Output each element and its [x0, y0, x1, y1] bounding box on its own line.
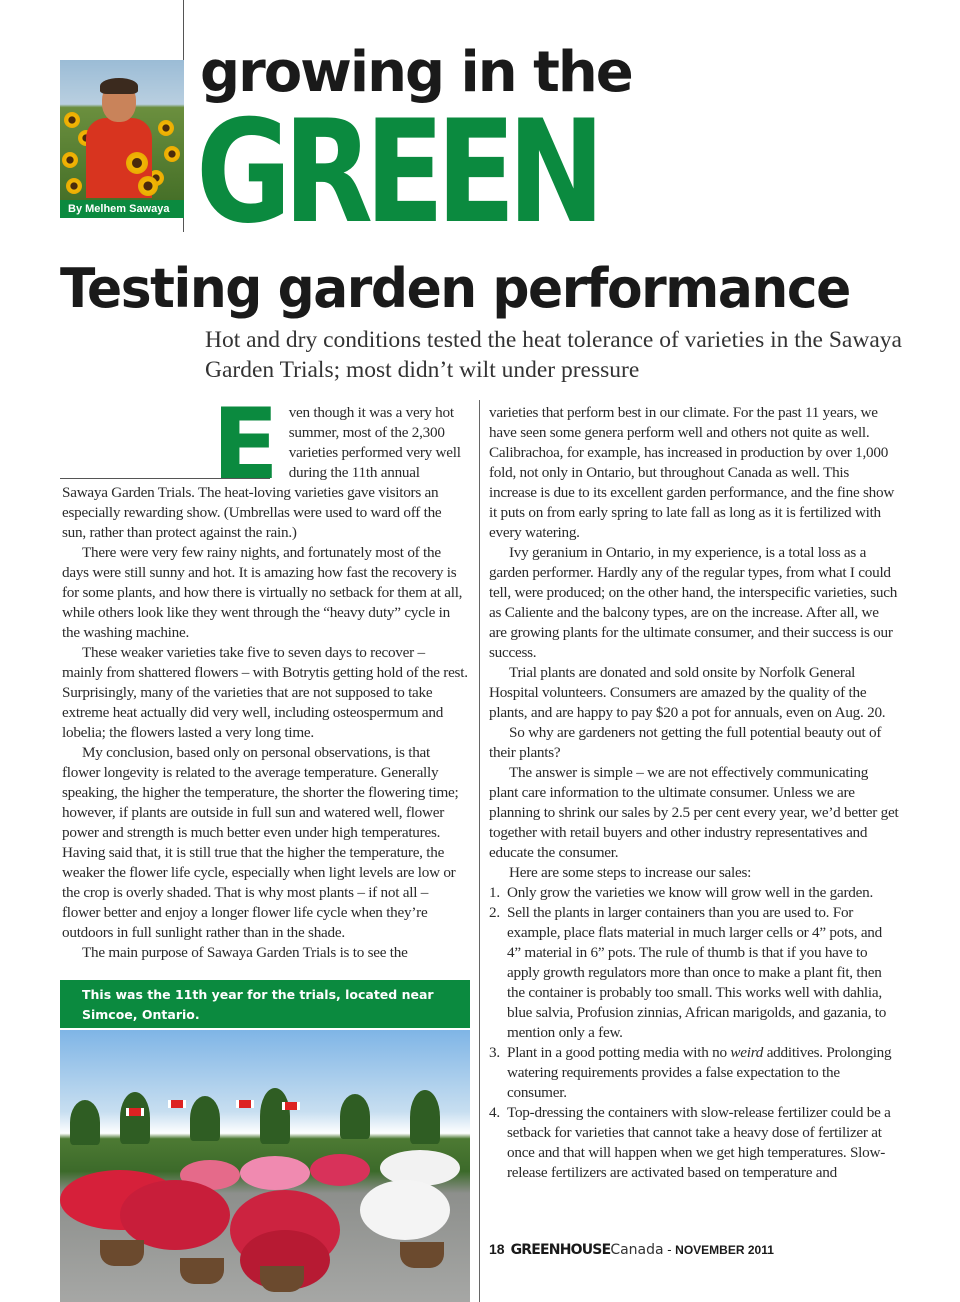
- paragraph: Ivy geranium in Ontario, in my experience, is a total loss as a garden performer. Hardly any of the regular types, from what I could tell, were produced; on the other hand, the interspecific varieties, such as Caliente and the balcony types, are on the increase. After all, we are growing plants for the ultimate consumer, and their success is our success.: [489, 544, 898, 661]
- magazine-name-suffix: Canada: [610, 1242, 664, 1258]
- drop-cap: E: [212, 388, 279, 502]
- list-item: 4. Top-dressing the containers with slow-release fertilizer could be a setback for varieties that cannot take a heavy dose of fertilizer at once and that will happen when we get high temperatures. Slow-release fertilizers are activated based on temperature and: [489, 1104, 891, 1181]
- article-headline: Testing garden performance: [60, 257, 850, 320]
- footer-separator: -: [663, 1242, 676, 1257]
- paragraph: The main purpose of Sawaya Garden Trials is to see the: [82, 944, 408, 961]
- paragraph: ven though it was a very hot summer, most of the 2,300 varieties performed very well during the 11th annual Sawaya Garden Trials. The heat-loving varieties gave visitors an especially rewarding show. (Umbrellas were used to ward off the sun, rather than protect against the rain.): [62, 404, 461, 541]
- issue-date: NOVEMBER 2011: [675, 1243, 774, 1257]
- trial-garden-photo: [60, 1030, 470, 1302]
- column-divider: [479, 400, 480, 1302]
- paragraph: Trial plants are donated and sold onsite by Norfolk General Hospital volunteers. Consumers are amazed by the quality of the plants, and are happy to pay $20 a pot for annuals, even on Aug. 20.: [489, 664, 886, 721]
- article-column-left: [62, 388, 468, 963]
- page-footer: [489, 1241, 774, 1258]
- article-deck: Hot and dry conditions tested the heat tolerance of varieties in the Sawaya Garden Trials; most didn’t wilt under pressure: [205, 327, 902, 383]
- author-photo: [60, 60, 184, 218]
- paragraph: There were very few rainy nights, and fortunately most of the days were still sunny and hot. It is amazing how fast the recovery is for some plants, and how there is virtually no setback for them at all, while others look like they went through the “heavy duty” cycle in the washing machine.: [62, 544, 463, 641]
- title-kicker: growing in the: [200, 40, 632, 105]
- photo-caption: This was the 11th year for the trials, located near Simcoe, Ontario.: [60, 980, 470, 1028]
- page-number: 18: [489, 1241, 505, 1257]
- sales-steps-list: [489, 883, 899, 1183]
- paragraph: My conclusion, based only on personal observations, is that flower longevity is related to the average temperature. Generally speaking, the higher the temperature, the shorter the flowering time; however, if plants are outside in full sun and watered well, flower power and strength is much better even under high temperatures. Having said that, it is still true that the higher the temperature, the weaker the flower life cycle, especially when light levels are low or the crop is overly shaded. That is why most plants – if not all – flower better and enjoy a longer flower life cycle when they’re outdoors in full sunlight rather than in the shade.: [62, 744, 459, 941]
- list-item: 3. Plant in a good potting media with no weird additives. Prolonging watering requirements provides a false expectation to the consumer.: [489, 1044, 892, 1101]
- paragraph: Here are some steps to increase our sales:: [509, 864, 752, 881]
- paragraph: The answer is simple – we are not effectively communicating plant care information to the ultimate consumer. Unless we are planning to shrink our sales by 2.5 per cent every year, we’d better get together with retail buyers and other industry representatives and educate the consumer.: [489, 764, 899, 861]
- author-byline: By Melhem Sawaya: [60, 200, 184, 218]
- paragraph: These weaker varieties take five to seven days to recover – mainly from shattered flowers – with Botrytis getting hold of the rest. Surprisingly, many of the varieties that are not supposed to take extreme heat actually did very well, including osteospermum and lobelia; the flowers lasted a very long time.: [62, 644, 468, 741]
- title-main: GREEN: [196, 90, 597, 255]
- list-item: 1. Only grow the varieties we know will grow well in the garden.: [489, 884, 874, 901]
- article-column-right: [489, 403, 899, 1183]
- list-item: 2. Sell the plants in larger containers than you are used to. For example, place flats material in much larger cells or 4” pots, and 4” material in 6” pots. The rule of thumb is that if you have to apply growth regulators more than once to make a plant fit, then the container is probably too small. This works well with dahlia, blue salvia, Profusion zinnias, African marigolds, and gazania, to mention only a few.: [489, 904, 887, 1041]
- magazine-name: GREENHOUSE: [510, 1242, 611, 1258]
- paragraph: So why are gardeners not getting the full potential beauty out of their plants?: [489, 724, 882, 761]
- paragraph: varieties that perform best in our climate. For the past 11 years, we have seen some genera perform well and others not quite as well. Calibrachoa, for example, has increased in production by over 1,000 fold, not only in Ontario, but throughout Canada as well. This increase is due to its excellent garden performance, and the fine show it puts on from early spring to late fall as long as it is fertilized with every watering.: [489, 404, 895, 541]
